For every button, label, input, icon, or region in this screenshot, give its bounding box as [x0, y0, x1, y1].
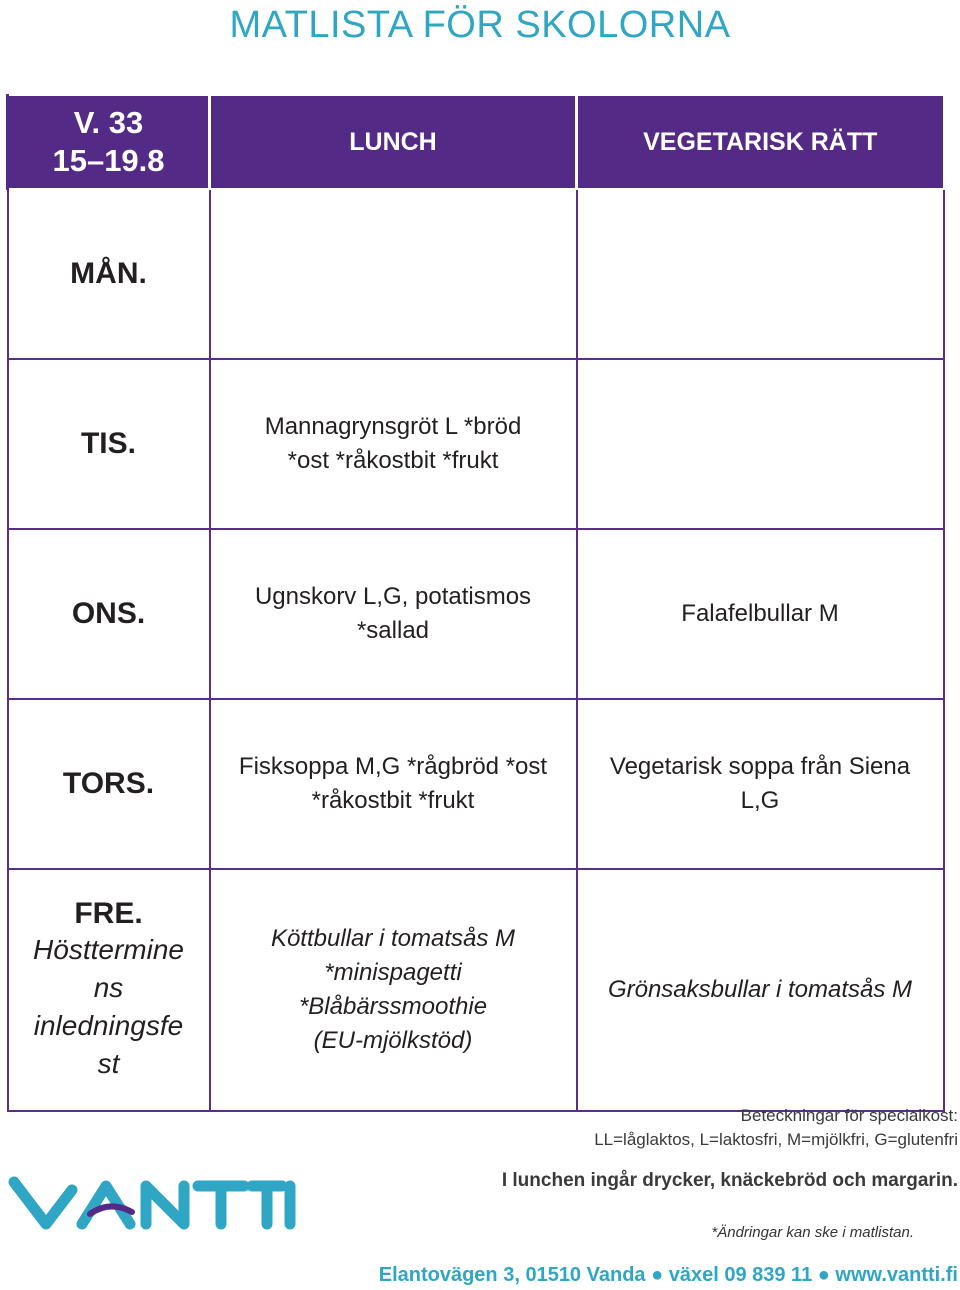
week-dates: 15–19.8 [52, 143, 165, 178]
day-friday: FRE. [74, 897, 143, 930]
lunch-friday: Köttbullar i tomatsås M *minispagetti *Blåbärssmoothie (EU-mjölkstöd) [210, 869, 577, 1111]
legend-codes: LL=låglaktos, L=laktosfri, M=mjölkfri, G=glutenfri [594, 1130, 958, 1149]
table-row [8, 529, 944, 699]
table-row [8, 189, 944, 359]
holiday-label: Hösttermine ns inledningsfe st [33, 934, 184, 1079]
changes-note: *Ändringar kan ske i matlistan. [711, 1224, 914, 1241]
footer-contact: Elantovägen 3, 01510 Vanda ● växel 09 839 11 ● www.vantti.fi [378, 1264, 958, 1286]
table-header-row [8, 95, 944, 189]
diet-legend [594, 1104, 958, 1152]
week-number: V. 33 [73, 105, 144, 140]
day-monday: MÅN. [8, 189, 210, 359]
veg-wednesday: Falafelbullar M [577, 529, 944, 699]
table-row [8, 359, 944, 529]
menu-table [6, 94, 945, 1112]
lunch-tuesday: Mannagrynsgröt L *bröd *ost *råkostbit *frukt [210, 359, 577, 529]
veg-tuesday [577, 359, 944, 529]
veg-thursday: Vegetarisk soppa från Siena L,G [577, 699, 944, 869]
lunch-thursday: Fisksoppa M,G *rågbröd *ost *råkostbit *frukt [210, 699, 577, 869]
veg-monday [577, 189, 944, 359]
table-row [8, 699, 944, 869]
vantti-logo [6, 1172, 296, 1234]
legend-title: Beteckningar för specialkost: [740, 1106, 958, 1125]
included-items: I lunchen ingår drycker, knäckebröd och margarin. [501, 1170, 958, 1191]
vegetarian-header: VEGETARISK RÄTT [577, 95, 944, 189]
day-friday-cell [8, 869, 210, 1111]
lunch-monday [210, 189, 577, 359]
lunch-header: LUNCH [210, 95, 577, 189]
day-tuesday: TIS. [8, 359, 210, 529]
lunch-wednesday: Ugnskorv L,G, potatismos *sallad [210, 529, 577, 699]
day-wednesday: ONS. [8, 529, 210, 699]
day-thursday: TORS. [8, 699, 210, 869]
veg-friday: Grönsaksbullar i tomatsås M [577, 869, 944, 1111]
week-header [8, 95, 210, 189]
page-title: MATLISTA FÖR SKOLORNA [229, 4, 731, 46]
table-row [8, 869, 944, 1111]
